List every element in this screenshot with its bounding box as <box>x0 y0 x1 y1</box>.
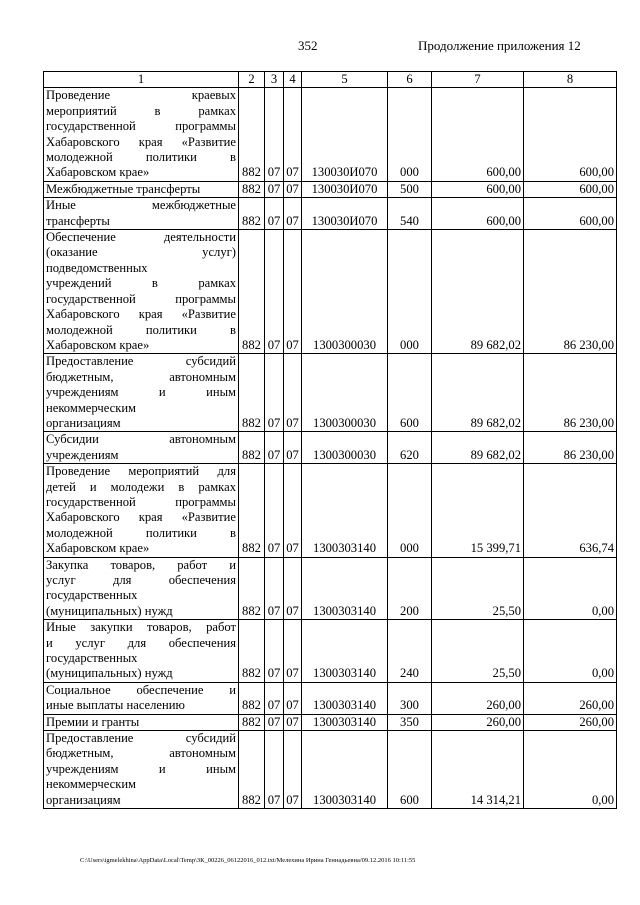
grbs-code-cell: 882 <box>239 682 265 714</box>
expense-type-cell: 300 <box>388 682 432 714</box>
item-name-line: Хабаровском крае» <box>46 541 150 556</box>
item-name-line: Межбюджетные трансферты <box>46 181 201 196</box>
expense-type-cell: 240 <box>388 620 432 683</box>
section-code-cell: 07 <box>265 88 284 181</box>
section-code-cell: 07 <box>265 354 284 432</box>
item-name-cell <box>44 620 239 683</box>
subsection-code-cell: 07 <box>284 682 302 714</box>
amount-cell: 15 399,71 <box>432 464 524 557</box>
amount-cell: 636,74 <box>524 464 617 557</box>
item-name-line: мероприятий в рамках <box>46 103 236 118</box>
section-code-cell: 07 <box>265 557 284 620</box>
item-name-line: государственной программы <box>46 291 236 306</box>
grbs-code-cell: 882 <box>239 230 265 354</box>
item-name-line: государственных <box>46 588 138 603</box>
item-name-line: государственной программы <box>46 119 236 134</box>
subsection-code-cell: 07 <box>284 464 302 557</box>
item-name-cell <box>44 198 239 230</box>
budget-table <box>43 71 617 809</box>
item-name-line: (оказание услуг) <box>46 245 236 260</box>
item-name-line: услуг для обеспечения <box>46 573 236 587</box>
item-name-line: организациям <box>46 792 121 807</box>
target-article-cell: 1300300030 <box>302 354 388 432</box>
item-name-line: учреждениям и иным <box>46 385 236 400</box>
appendix-continuation-note: Продолжение приложения 12 <box>418 38 581 53</box>
table-row <box>44 198 617 230</box>
amount-cell: 86 230,00 <box>524 432 617 464</box>
expense-type-cell: 500 <box>388 181 432 197</box>
column-header: 3 <box>265 72 284 88</box>
amount-cell: 600,00 <box>524 88 617 181</box>
column-header: 6 <box>388 72 432 88</box>
target-article-cell: 1300303140 <box>302 464 388 557</box>
item-name-line: государственных <box>46 651 138 666</box>
item-name-line: государственной программы <box>46 494 236 509</box>
section-code-cell: 07 <box>265 230 284 354</box>
amount-cell: 0,00 <box>524 557 617 620</box>
item-name-cell <box>44 88 239 181</box>
item-name-line: и услуг для обеспечения <box>46 635 236 650</box>
amount-cell: 260,00 <box>524 682 617 714</box>
item-name-line: учреждений в рамках <box>46 276 236 291</box>
grbs-code-cell: 882 <box>239 181 265 197</box>
item-name-cell <box>44 557 239 620</box>
expense-type-cell: 600 <box>388 731 432 809</box>
item-name-line: иные выплаты населению <box>46 698 185 713</box>
column-header: 4 <box>284 72 302 88</box>
grbs-code-cell: 882 <box>239 88 265 181</box>
table-row <box>44 682 617 714</box>
grbs-code-cell: 882 <box>239 557 265 620</box>
column-number-row <box>44 72 617 88</box>
amount-cell: 89 682,02 <box>432 432 524 464</box>
budget-table-body <box>44 72 617 809</box>
item-name-line: Премии и гранты <box>46 714 140 729</box>
expense-type-cell: 600 <box>388 354 432 432</box>
item-name-cell <box>44 432 239 464</box>
item-name-line: молодежной политики в <box>46 322 236 337</box>
page-number: 352 <box>298 38 318 53</box>
expense-type-cell: 000 <box>388 464 432 557</box>
target-article-cell: 1300300030 <box>302 432 388 464</box>
section-code-cell: 07 <box>265 464 284 557</box>
amount-cell: 260,00 <box>432 682 524 714</box>
item-name-cell <box>44 354 239 432</box>
item-name-line: трансферты <box>46 213 110 228</box>
table-row <box>44 464 617 557</box>
table-row <box>44 714 617 730</box>
expense-type-cell: 620 <box>388 432 432 464</box>
file-path-footer: C:\Users\igmelekhina\AppData\Local\Temp\ЗК_00226_06122016_012.txt/Мелехина Ирина Геннадьевна/09.12.2016 10:11:55 <box>80 857 416 864</box>
column-header: 5 <box>302 72 388 88</box>
item-name-line: учреждениям <box>46 447 119 462</box>
item-name-line: Субсидии автономным <box>46 432 236 447</box>
item-name-line: Хабаровском крае» <box>46 165 150 180</box>
item-name-line: (муниципальных) нужд <box>46 666 173 681</box>
item-name-line: (муниципальных) нужд <box>46 603 173 618</box>
item-name-line: детей и молодежи в рамках <box>46 479 236 494</box>
amount-cell: 0,00 <box>524 731 617 809</box>
table-row <box>44 88 617 181</box>
target-article-cell: 130030И070 <box>302 181 388 197</box>
item-name-line: некоммерческим <box>46 777 137 792</box>
item-name-line: организациям <box>46 415 121 430</box>
item-name-line: Проведение мероприятий для <box>46 464 236 479</box>
grbs-code-cell: 882 <box>239 464 265 557</box>
column-header: 7 <box>432 72 524 88</box>
item-name-line: Иные межбюджетные <box>46 198 236 213</box>
target-article-cell: 1300303140 <box>302 620 388 683</box>
amount-cell: 600,00 <box>524 198 617 230</box>
amount-cell: 14 314,21 <box>432 731 524 809</box>
subsection-code-cell: 07 <box>284 230 302 354</box>
grbs-code-cell: 882 <box>239 198 265 230</box>
item-name-line: бюджетным, автономным <box>46 746 236 761</box>
amount-cell: 89 682,02 <box>432 354 524 432</box>
amount-cell: 600,00 <box>524 181 617 197</box>
table-row <box>44 354 617 432</box>
grbs-code-cell: 882 <box>239 354 265 432</box>
section-code-cell: 07 <box>265 181 284 197</box>
item-name-line: Закупка товаров, работ и <box>46 557 236 572</box>
section-code-cell: 07 <box>265 682 284 714</box>
table-row <box>44 181 617 197</box>
section-code-cell: 07 <box>265 432 284 464</box>
subsection-code-cell: 07 <box>284 354 302 432</box>
target-article-cell: 1300303140 <box>302 731 388 809</box>
subsection-code-cell: 07 <box>284 198 302 230</box>
table-row <box>44 432 617 464</box>
item-name-line: подведомственных <box>46 260 148 275</box>
subsection-code-cell: 07 <box>284 620 302 683</box>
item-name-line: Предоставление субсидий <box>46 731 236 746</box>
subsection-code-cell: 07 <box>284 557 302 620</box>
item-name-line: молодежной политики в <box>46 525 236 540</box>
target-article-cell: 1300303140 <box>302 557 388 620</box>
subsection-code-cell: 07 <box>284 432 302 464</box>
item-name-line: Проведение краевых <box>46 88 236 103</box>
amount-cell: 600,00 <box>432 88 524 181</box>
target-article-cell: 1300303140 <box>302 714 388 730</box>
column-header: 8 <box>524 72 617 88</box>
amount-cell: 0,00 <box>524 620 617 683</box>
item-name-line: Хабаровского края «Развитие <box>46 510 236 525</box>
item-name-line: Хабаровского края «Развитие <box>46 134 236 149</box>
target-article-cell: 130030И070 <box>302 198 388 230</box>
item-name-cell <box>44 464 239 557</box>
table-row <box>44 620 617 683</box>
item-name-line: молодежной политики в <box>46 150 236 165</box>
expense-type-cell: 000 <box>388 88 432 181</box>
target-article-cell: 130030И070 <box>302 88 388 181</box>
table-row <box>44 557 617 620</box>
grbs-code-cell: 882 <box>239 432 265 464</box>
amount-cell: 600,00 <box>432 198 524 230</box>
table-row <box>44 731 617 809</box>
target-article-cell: 1300303140 <box>302 682 388 714</box>
expense-type-cell: 350 <box>388 714 432 730</box>
item-name-cell <box>44 731 239 809</box>
expense-type-cell: 000 <box>388 230 432 354</box>
item-name-cell <box>44 230 239 354</box>
column-header: 2 <box>239 72 265 88</box>
amount-cell: 89 682,02 <box>432 230 524 354</box>
amount-cell: 25,50 <box>432 557 524 620</box>
amount-cell: 260,00 <box>524 714 617 730</box>
subsection-code-cell: 07 <box>284 88 302 181</box>
item-name-line: Предоставление субсидий <box>46 354 236 369</box>
expense-type-cell: 200 <box>388 557 432 620</box>
expense-type-cell: 540 <box>388 198 432 230</box>
item-name-cell <box>44 181 239 197</box>
target-article-cell: 1300300030 <box>302 230 388 354</box>
section-code-cell: 07 <box>265 731 284 809</box>
item-name-line: некоммерческим <box>46 400 137 415</box>
item-name-line: учреждениям и иным <box>46 761 236 776</box>
section-code-cell: 07 <box>265 620 284 683</box>
item-name-line: бюджетным, автономным <box>46 369 236 384</box>
section-code-cell: 07 <box>265 714 284 730</box>
table-row <box>44 230 617 354</box>
subsection-code-cell: 07 <box>284 714 302 730</box>
amount-cell: 86 230,00 <box>524 230 617 354</box>
item-name-line: Хабаровском крае» <box>46 337 150 352</box>
section-code-cell: 07 <box>265 198 284 230</box>
grbs-code-cell: 882 <box>239 714 265 730</box>
amount-cell: 260,00 <box>432 714 524 730</box>
subsection-code-cell: 07 <box>284 181 302 197</box>
amount-cell: 25,50 <box>432 620 524 683</box>
item-name-cell <box>44 714 239 730</box>
item-name-line: Социальное обеспечение и <box>46 682 236 697</box>
grbs-code-cell: 882 <box>239 731 265 809</box>
column-header: 1 <box>44 72 239 88</box>
amount-cell: 600,00 <box>432 181 524 197</box>
item-name-line: Обеспечение деятельности <box>46 230 236 245</box>
item-name-line: Хабаровского края «Развитие <box>46 307 236 322</box>
item-name-line: Иные закупки товаров, работ <box>46 620 236 635</box>
subsection-code-cell: 07 <box>284 731 302 809</box>
amount-cell: 86 230,00 <box>524 354 617 432</box>
item-name-cell <box>44 682 239 714</box>
grbs-code-cell: 882 <box>239 620 265 683</box>
